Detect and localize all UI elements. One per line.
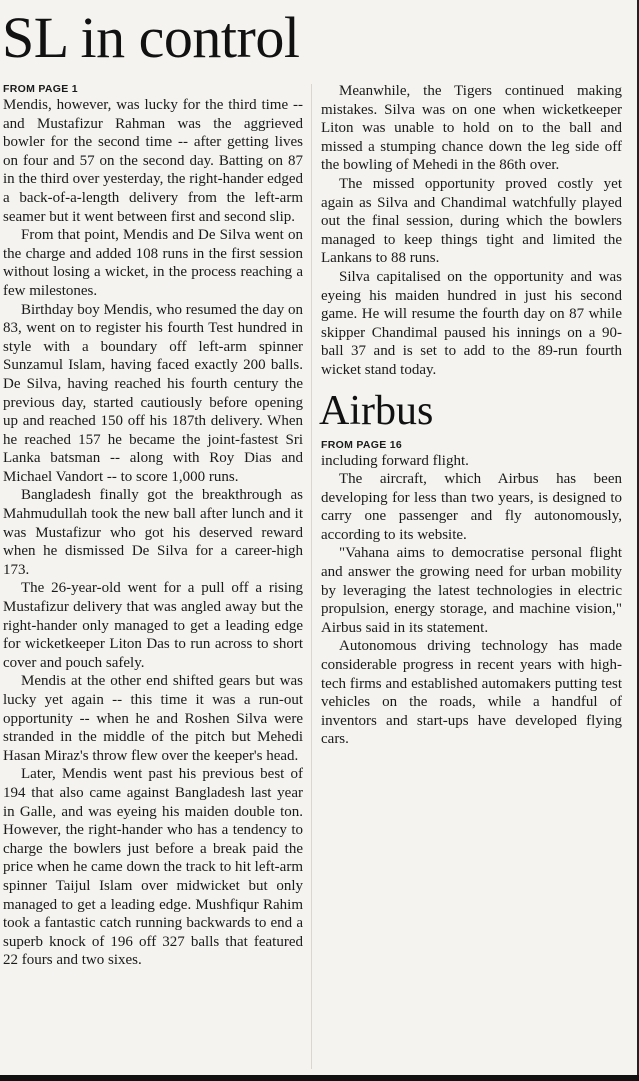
main-headline: SL in control xyxy=(2,5,300,70)
article-paragraph: Silva capitalised on the opportunity and was eyeing his maiden hundred in just his second game. He will resume the fourth day on 87 while skipper Chandimal paused his innings on a 90-ball 37 and is set to add to the 89-run fourth wicket stand today. xyxy=(321,268,622,378)
airbus-paragraph: Autonomous driving technology has made considerable progress in recent years with high-tech firms and established automakers putting test vehicles on the roads, while a handful of inventors and start-ups have developed flying cars. xyxy=(321,638,622,748)
article-paragraph: The 26-year-old went for a pull off a rising Mustafizur delivery that was angled away but the right-hander only managed to get a leading edge for wicketkeeper Liton Das to run across to short cover and pouch safely. xyxy=(3,580,303,671)
article-paragraph: Meanwhile, the Tigers continued making mistakes. Silva was on one when wicketkeeper Liton was unable to hold on to the ball and missed a stumping chance down the leg side off the bowling of Mehedi in the 86th over. xyxy=(321,83,622,174)
jump-label-page-16: FROM PAGE 16 xyxy=(321,438,403,451)
column-divider xyxy=(311,84,312,1069)
airbus-paragraph: including forward flight. xyxy=(321,452,469,469)
article-paragraph: Mendis at the other end shifted gears but was lucky yet again -- this time it was a run-out opportunity -- when he and Roshen Silva were stranded in the middle of the pitch but Mehedi Hasan Miraz's throw flew over the keeper's head. xyxy=(3,673,303,764)
airbus-headline: Airbus xyxy=(319,387,434,434)
article-column-right xyxy=(321,82,622,749)
airbus-paragraph: "Vahana aims to democratise personal flight and answer the growing need for urban mobility by leveraging the latest technologies in electric propulsion, energy storage, and machine vision," Airbus said in its statement. xyxy=(321,545,622,636)
article-paragraph: Birthday boy Mendis, who resumed the day on 83, went on to register his fourth Test hundred in style with a boundary off left-arm spinner Sunzamul Islam, having faced exactly 200 balls. De Silva, having reached his fourth century the previous day, started cautiously before opening up and reached 150 off his 187th delivery. When he reached 157 he became the joint-fastest Sri Lanka batsman -- along with Roy Dias and Michael Vandort -- to score 1,000 runs. xyxy=(3,301,303,485)
article-paragraph: The missed opportunity proved costly yet again as Silva and Chandimal watchfully played out the final session, during which the bowlers managed to keep things tight and limited the Lankans to 88 runs. xyxy=(321,175,622,267)
article-paragraph-continued: Later, Mendis went past his previous best of 194 that also came against Bangladesh last year in Galle, and was eyeing his maiden double ton. However, the right-hander who has a tendency to charge the bowlers just before a break paid the price when he came down the track to hit left-arm spinner Taijul Islam over midwicket but only managed to get a leading edge. Mushfiqur Rahim took a fantastic catch running backwards to end a superb knock of 196 off 327 balls that featured 22 fours and two sixes. xyxy=(3,766,303,969)
article-paragraph: Bangladesh finally got the breakthrough as Mahmudullah took the new ball after lunch and it was Mustafizur who got his deserved reward when he dismissed De Silva for a career-high 173. xyxy=(3,487,303,578)
article-column-left xyxy=(3,82,303,970)
article-paragraph: From that point, Mendis and De Silva went on the charge and added 108 runs in the first session without losing a wicket, in the process reaching a few milestones. xyxy=(3,227,303,299)
page-edge-bottom xyxy=(0,1075,639,1081)
article-paragraph: Mendis, however, was lucky for the third time -- and Mustafizur Rahman was the aggrieved bowler for the second time -- after getting lives on four and 57 on the second day. Batting on 87 in the third over yesterday, the right-hander edged a back-of-a-length delivery from the left-arm seamer but it went between first and second slip. xyxy=(3,97,303,225)
airbus-paragraph: The aircraft, which Airbus has been developing for less than two years, is designed to carry one passenger and fly autonomously, according to its website. xyxy=(321,471,622,543)
jump-label-page-1: FROM PAGE 1 xyxy=(3,83,78,95)
